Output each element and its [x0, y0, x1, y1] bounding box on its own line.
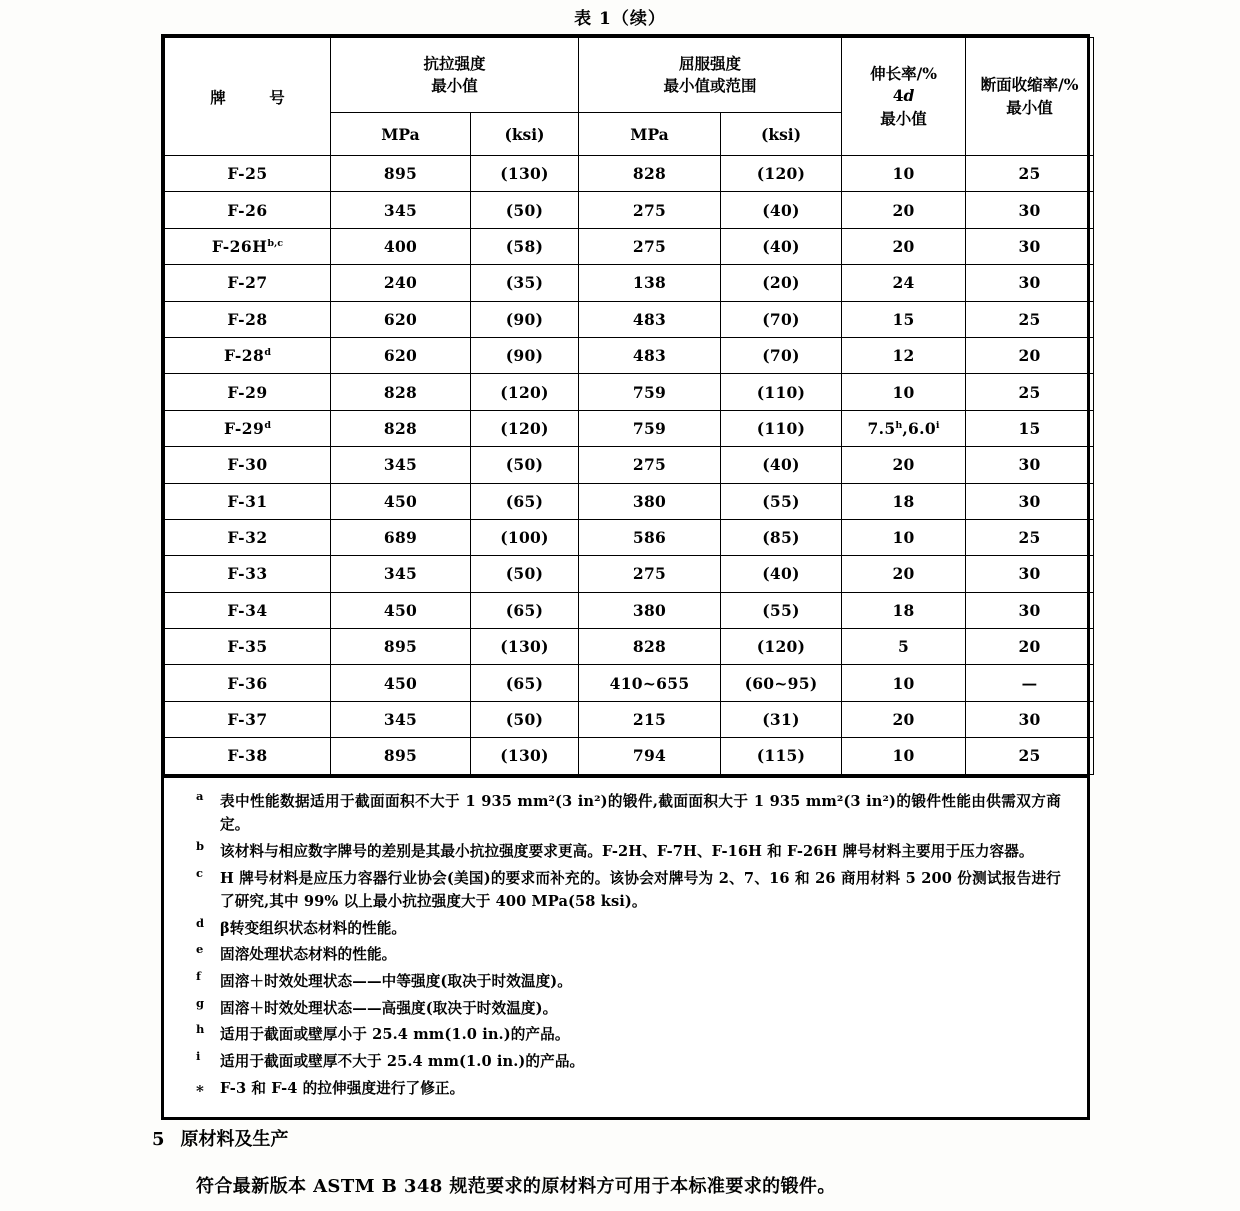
cell-elongation: 10 [842, 156, 966, 192]
cell-tensile-mpa: 345 [331, 701, 471, 737]
cell-tensile-ksi: (58) [471, 228, 579, 264]
section-heading [152, 1125, 289, 1151]
cell-reduction: 20 [966, 629, 1094, 665]
cell-reduction: 30 [966, 192, 1094, 228]
footnote-text: 适用于截面或壁厚小于 25.4 mm(1.0 in.)的产品。 [220, 1026, 570, 1044]
footnote-item [190, 1077, 1061, 1101]
cell-tensile-ksi: (50) [471, 556, 579, 592]
cell-tensile-mpa: 895 [331, 629, 471, 665]
cell-tensile-mpa: 400 [331, 228, 471, 264]
cell-reduction: 25 [966, 519, 1094, 555]
footnote-marker: g [196, 995, 205, 1010]
footnote-marker: i [196, 1049, 201, 1064]
cell-grade: F-36 [165, 665, 331, 701]
footnote-item [190, 840, 1061, 864]
section-paragraph: 符合最新版本 ASTM B 348 规范要求的原材料方可用于本标准要求的锻件。 [196, 1176, 836, 1197]
elongation-footnote-marker: h [895, 419, 903, 431]
cell-yield-ksi: (110) [721, 410, 842, 446]
grade-footnote-marker: d [264, 419, 271, 431]
header-grade-label: 牌 号 [210, 87, 299, 107]
cell-yield-mpa: 794 [579, 738, 721, 774]
cell-elongation: 18 [842, 483, 966, 519]
cell-tensile-ksi: (65) [471, 665, 579, 701]
cell-elongation: 24 [842, 265, 966, 301]
cell-tensile-mpa: 895 [331, 738, 471, 774]
footnote-text: 表中性能数据适用于截面面积不大于 1 935 mm²(3 in²)的锻件,截面面积大于 1 935 mm²(3 in²)的锻件性能由供需双方商定。 [220, 792, 1061, 834]
cell-elongation: 20 [842, 447, 966, 483]
cell-grade: F-27 [165, 265, 331, 301]
footnote-marker: d [196, 915, 205, 930]
footnote-item [190, 1050, 1061, 1074]
cell-yield-mpa: 380 [579, 483, 721, 519]
cell-tensile-ksi: (65) [471, 592, 579, 628]
table-row [165, 519, 1094, 555]
footnote-item [190, 917, 1061, 941]
cell-tensile-mpa: 895 [331, 156, 471, 192]
cell-tensile-ksi: (50) [471, 701, 579, 737]
footnote-text: 固溶＋时效处理状态——高强度(取决于时效温度)。 [220, 999, 558, 1017]
cell-yield-mpa: 483 [579, 301, 721, 337]
footnote-text: 固溶＋时效处理状态——中等强度(取决于时效温度)。 [220, 973, 572, 991]
table-header [165, 38, 1094, 156]
mechanical-properties-table [164, 37, 1094, 775]
cell-tensile-mpa: 240 [331, 265, 471, 301]
cell-grade: F-35 [165, 629, 331, 665]
footnote-item [190, 943, 1061, 967]
cell-yield-mpa: 828 [579, 629, 721, 665]
table-row [165, 665, 1094, 701]
footnote-marker: a [196, 788, 204, 803]
cell-tensile-mpa: 620 [331, 337, 471, 373]
cell-yield-ksi: (20) [721, 265, 842, 301]
cell-yield-mpa: 275 [579, 447, 721, 483]
cell-tensile-ksi: (50) [471, 192, 579, 228]
cell-reduction: 30 [966, 483, 1094, 519]
cell-tensile-mpa: 345 [331, 447, 471, 483]
cell-tensile-ksi: (120) [471, 374, 579, 410]
cell-elongation: 10 [842, 665, 966, 701]
cell-elongation: 20 [842, 192, 966, 228]
cell-yield-ksi: (40) [721, 192, 842, 228]
footnote-text: β转变组织状态材料的性能。 [220, 919, 407, 937]
cell-reduction: 25 [966, 301, 1094, 337]
table-row [165, 301, 1094, 337]
table-row [165, 701, 1094, 737]
table-row [165, 738, 1094, 774]
cell-elongation: 5 [842, 629, 966, 665]
cell-yield-mpa: 275 [579, 192, 721, 228]
cell-yield-mpa: 410~655 [579, 665, 721, 701]
cell-grade: F-34 [165, 592, 331, 628]
table-row [165, 374, 1094, 410]
cell-elongation: 7.5$^h$,6.0$^i$ [842, 410, 966, 446]
cell-tensile-mpa: 345 [331, 556, 471, 592]
cell-yield-mpa: 483 [579, 337, 721, 373]
cell-grade: F-29$^d$ [165, 410, 331, 446]
cell-grade: F-28 [165, 301, 331, 337]
cell-reduction: 30 [966, 592, 1094, 628]
header-elongation-line3: 最小值 [880, 108, 927, 128]
footnote-text: F-3 和 F-4 的拉伸强度进行了修正。 [220, 1079, 465, 1097]
footnote-marker: e [196, 942, 204, 957]
cell-yield-ksi: (70) [721, 337, 842, 373]
cell-yield-ksi: (85) [721, 519, 842, 555]
table-1-container [161, 34, 1090, 1120]
table-body [165, 156, 1094, 775]
header-row-group [165, 38, 1094, 113]
cell-tensile-ksi: (90) [471, 337, 579, 373]
cell-tensile-ksi: (65) [471, 483, 579, 519]
header-grade [165, 38, 331, 156]
cell-tensile-ksi: (120) [471, 410, 579, 446]
footnote-item [190, 790, 1061, 837]
cell-yield-ksi: (120) [721, 629, 842, 665]
cell-elongation: 18 [842, 592, 966, 628]
table-row [165, 592, 1094, 628]
cell-yield-mpa: 828 [579, 156, 721, 192]
footnote-item [190, 970, 1061, 994]
header-reduction-line2: 最小值 [1006, 97, 1053, 117]
table-row [165, 337, 1094, 373]
cell-reduction: 15 [966, 410, 1094, 446]
cell-grade: F-28$^d$ [165, 337, 331, 373]
header-tensile-mpa: MPa [331, 113, 471, 156]
cell-elongation: 10 [842, 374, 966, 410]
footnote-marker: b [196, 838, 205, 853]
cell-yield-mpa: 759 [579, 410, 721, 446]
header-yield-ksi: (ksi) [721, 113, 842, 156]
cell-yield-mpa: 380 [579, 592, 721, 628]
cell-yield-mpa: 275 [579, 556, 721, 592]
header-elongation [842, 38, 966, 156]
cell-yield-ksi: (31) [721, 701, 842, 737]
header-yield-line2: 最小值或范围 [663, 76, 757, 95]
cell-tensile-ksi: (130) [471, 738, 579, 774]
cell-yield-mpa: 275 [579, 228, 721, 264]
footnote-text: 固溶处理状态材料的性能。 [220, 946, 397, 964]
cell-tensile-mpa: 450 [331, 592, 471, 628]
cell-grade: F-38 [165, 738, 331, 774]
footnote-item [190, 867, 1061, 914]
cell-tensile-mpa: 828 [331, 410, 471, 446]
grade-footnote-marker: b,c [267, 237, 284, 249]
header-yield-strength [579, 38, 842, 113]
header-tensile-strength [331, 38, 579, 113]
footnote-item [190, 1023, 1061, 1047]
cell-tensile-ksi: (90) [471, 301, 579, 337]
cell-yield-ksi: (60~95) [721, 665, 842, 701]
cell-tensile-mpa: 450 [331, 665, 471, 701]
cell-yield-ksi: (110) [721, 374, 842, 410]
cell-tensile-mpa: 689 [331, 519, 471, 555]
footnote-marker: * [196, 1081, 204, 1100]
cell-reduction: 25 [966, 374, 1094, 410]
cell-grade: F-26 [165, 192, 331, 228]
footnote-marker: c [196, 865, 204, 880]
cell-yield-ksi: (40) [721, 228, 842, 264]
cell-reduction: 30 [966, 228, 1094, 264]
cell-tensile-ksi: (130) [471, 629, 579, 665]
header-tensile-line1: 抗拉强度 [423, 53, 486, 73]
header-reduction-of-area [966, 38, 1094, 156]
table-row [165, 410, 1094, 446]
cell-tensile-ksi: (130) [471, 156, 579, 192]
cell-yield-ksi: (55) [721, 592, 842, 628]
footnote-text: 该材料与相应数字牌号的差别是其最小抗拉强度要求更高。F-2H、F-7H、F-16H 和 F-26H 牌号材料主要用于压力容器。 [220, 842, 1034, 860]
table-row [165, 629, 1094, 665]
cell-grade: $F-26H^{b,c}$ [165, 228, 331, 264]
cell-yield-mpa: 759 [579, 374, 721, 410]
table-row [165, 556, 1094, 592]
cell-elongation: 10 [842, 738, 966, 774]
cell-reduction: 30 [966, 265, 1094, 301]
cell-elongation: 20 [842, 556, 966, 592]
table-footnotes [164, 775, 1087, 1118]
cell-tensile-mpa: 450 [331, 483, 471, 519]
section-number: 5 [152, 1129, 165, 1150]
cell-tensile-mpa: 620 [331, 301, 471, 337]
cell-yield-ksi: (115) [721, 738, 842, 774]
footnote-marker: h [196, 1022, 205, 1037]
cell-grade: F-29 [165, 374, 331, 410]
header-elongation-line1: 伸长率/% [870, 63, 937, 83]
cell-grade: F-32 [165, 519, 331, 555]
cell-yield-mpa: 138 [579, 265, 721, 301]
cell-yield-ksi: (40) [721, 447, 842, 483]
cell-grade: F-31 [165, 483, 331, 519]
cell-yield-ksi: (70) [721, 301, 842, 337]
footnote-marker: f [196, 969, 201, 984]
table-row [165, 156, 1094, 192]
cell-grade: F-25 [165, 156, 331, 192]
table-title: 表 1（续） [574, 9, 666, 29]
cell-tensile-ksi: (35) [471, 265, 579, 301]
cell-tensile-ksi: (100) [471, 519, 579, 555]
header-tensile-ksi: (ksi) [471, 113, 579, 156]
cell-reduction: 30 [966, 447, 1094, 483]
table-row [165, 483, 1094, 519]
footnote-item [190, 997, 1061, 1021]
cell-tensile-mpa: 345 [331, 192, 471, 228]
section-title: 原材料及生产 [180, 1129, 289, 1150]
cell-elongation: 15 [842, 301, 966, 337]
cell-elongation: 20 [842, 701, 966, 737]
footnote-text: H 牌号材料是应压力容器行业协会(美国)的要求而补充的。该协会对牌号为 2、7、16 和 26 商用材料 5 200 份测试报告进行了研究,其中 99% 以上最小抗拉强度大于 400 MPa(58 ksi)。 [220, 869, 1061, 911]
cell-reduction: 30 [966, 556, 1094, 592]
cell-grade: F-33 [165, 556, 331, 592]
cell-elongation: 20 [842, 228, 966, 264]
header-yield-mpa: MPa [579, 113, 721, 156]
cell-yield-ksi: (55) [721, 483, 842, 519]
table-row [165, 265, 1094, 301]
header-yield-line1: 屈服强度 [679, 53, 742, 73]
cell-grade: F-30 [165, 447, 331, 483]
cell-tensile-ksi: (50) [471, 447, 579, 483]
cell-yield-ksi: (120) [721, 156, 842, 192]
cell-tensile-mpa: 828 [331, 374, 471, 410]
header-elongation-line2: 4d [892, 86, 915, 106]
cell-reduction: 30 [966, 701, 1094, 737]
cell-elongation: 10 [842, 519, 966, 555]
footnote-text: 适用于截面或壁厚不大于 25.4 mm(1.0 in.)的产品。 [220, 1053, 585, 1071]
header-reduction-line1: 断面收缩率/% [980, 75, 1079, 95]
cell-yield-mpa: 215 [579, 701, 721, 737]
cell-grade: F-37 [165, 701, 331, 737]
cell-reduction: — [966, 665, 1094, 701]
cell-reduction: 25 [966, 738, 1094, 774]
header-tensile-line2: 最小值 [431, 76, 478, 95]
table-row [165, 192, 1094, 228]
cell-yield-mpa: 586 [579, 519, 721, 555]
cell-elongation: 12 [842, 337, 966, 373]
cell-reduction: 20 [966, 337, 1094, 373]
elongation-footnote-marker: i [935, 419, 940, 431]
cell-reduction: 25 [966, 156, 1094, 192]
grade-footnote-marker: d [264, 346, 271, 358]
table-row [165, 228, 1094, 264]
table-row [165, 447, 1094, 483]
cell-yield-ksi: (40) [721, 556, 842, 592]
